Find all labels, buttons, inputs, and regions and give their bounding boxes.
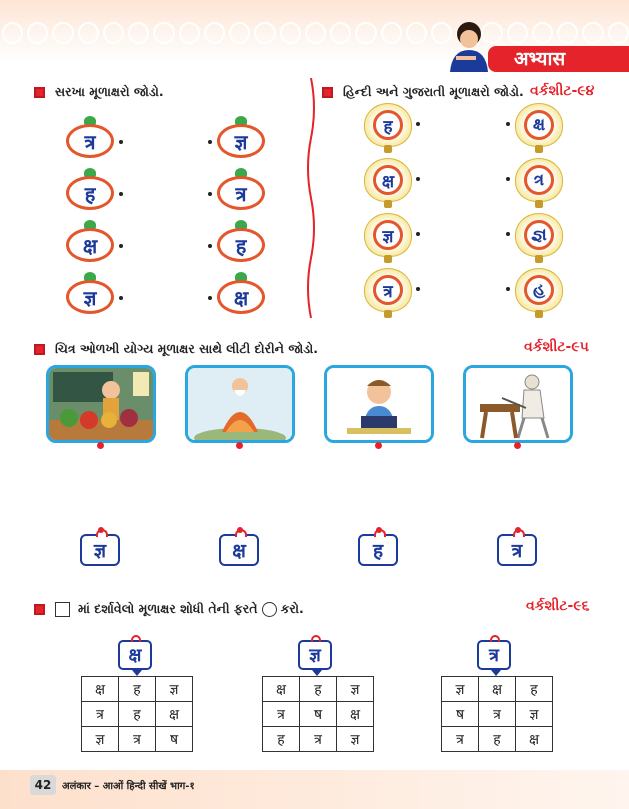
letter-tomato: ह xyxy=(217,222,265,262)
match-dot[interactable] xyxy=(514,442,521,449)
match-dot[interactable] xyxy=(119,140,123,144)
worksheet-label: વર્કશીટ-૯૬ xyxy=(526,598,590,614)
letter-tomato: ज्ञ xyxy=(217,118,265,158)
match-dot[interactable] xyxy=(416,232,420,236)
grid-target-letter: ज्ञ xyxy=(298,640,332,670)
match-dot[interactable] xyxy=(98,527,104,533)
grid-cell[interactable]: क्ष xyxy=(82,677,119,702)
grid-cell[interactable]: ह xyxy=(263,727,300,752)
grid-cell[interactable]: ज्ञ xyxy=(82,727,119,752)
match-dot[interactable] xyxy=(208,244,212,248)
letter-tomato: त्र xyxy=(217,170,265,210)
grid-cell[interactable]: ज्ञ xyxy=(337,677,374,702)
worksheet-label: વર્કશીટ-૯૫ xyxy=(524,339,589,355)
footer-title: अलंकार – आओं हिन्दी सीखें भाग-१ xyxy=(62,781,195,792)
balloon: જ્ઞ xyxy=(515,213,563,263)
match-dot[interactable] xyxy=(506,177,510,181)
section4-instruction xyxy=(34,601,304,617)
section3-instruction xyxy=(34,341,318,357)
page-number: 42 xyxy=(30,775,56,795)
match-dot[interactable] xyxy=(506,287,510,291)
match-dot[interactable] xyxy=(506,122,510,126)
picture-boy-reading xyxy=(324,365,434,443)
grid-cell[interactable]: ह xyxy=(119,677,156,702)
grid-cell[interactable]: त्र xyxy=(119,727,156,752)
match-dot[interactable] xyxy=(416,122,420,126)
balloon: ज्ञ xyxy=(364,213,412,263)
grid-cell[interactable]: त्र xyxy=(442,727,479,752)
grid-cell[interactable]: ज्ञ xyxy=(156,677,193,702)
letter-tomato: त्र xyxy=(66,118,114,158)
match-dot[interactable] xyxy=(237,527,243,533)
bullet-icon xyxy=(34,604,45,615)
balloon: क्ष xyxy=(364,158,412,208)
section3-instruction-text: ચિત્ર ઓળખી યોગ્ય મૂળાક્ષર સાથે લીટી દોરીને જોડો. xyxy=(55,341,319,356)
letter-grid xyxy=(441,676,553,752)
grid-cell[interactable]: त्र xyxy=(300,727,337,752)
section4-instruction-text: માં દર્શાવેલો મૂળાક્ષર શોધી તેની ફરતે xyxy=(78,601,258,616)
grid-cell[interactable]: ह xyxy=(300,677,337,702)
worksheet-label: વર્કશીટ-૯૪ xyxy=(530,83,595,99)
grid-cell[interactable]: त्र xyxy=(479,702,516,727)
abhyas-banner: अभ्यास xyxy=(488,46,629,72)
match-dot[interactable] xyxy=(376,527,382,533)
match-dot[interactable] xyxy=(515,527,521,533)
letter-card: त्र xyxy=(497,534,537,566)
letter-card: ज्ञ xyxy=(80,534,120,566)
letter-tomato: क्ष xyxy=(66,222,114,262)
letter-grid xyxy=(81,676,193,752)
match-dot[interactable] xyxy=(506,232,510,236)
match-dot[interactable] xyxy=(208,140,212,144)
section4-instruction-tail: કરો. xyxy=(280,601,304,616)
grid-cell[interactable]: क्ष xyxy=(263,677,300,702)
grid-cell[interactable]: ष xyxy=(156,727,193,752)
grid-cell[interactable]: ष xyxy=(300,702,337,727)
grid-cell[interactable]: ह xyxy=(479,727,516,752)
match-dot[interactable] xyxy=(416,287,420,291)
match-dot[interactable] xyxy=(208,192,212,196)
grid-cell[interactable]: ष xyxy=(442,702,479,727)
picture-teacher-classroom xyxy=(46,365,156,443)
bullet-icon xyxy=(34,344,45,355)
letter-card: ह xyxy=(358,534,398,566)
letter-tomato: ह xyxy=(66,170,114,210)
grid-cell[interactable]: क्ष xyxy=(479,677,516,702)
match-dot[interactable] xyxy=(119,192,123,196)
grid-cell[interactable]: क्ष xyxy=(516,727,553,752)
grid-cell[interactable]: ह xyxy=(516,677,553,702)
bullet-icon xyxy=(322,87,333,98)
grid-cell[interactable]: ह xyxy=(119,702,156,727)
balloon: ત્ર xyxy=(515,158,563,208)
grid-cell[interactable]: ज्ञ xyxy=(442,677,479,702)
section1-instruction xyxy=(34,84,164,100)
balloon: ह xyxy=(364,103,412,153)
letter-tomato: क्ष xyxy=(217,274,265,314)
section1-instruction-text: સરખા મૂળાક્ષરો જોડો. xyxy=(55,84,164,99)
picture-sage xyxy=(185,365,295,443)
grid-cell[interactable]: क्ष xyxy=(156,702,193,727)
grid-cell[interactable]: क्ष xyxy=(337,702,374,727)
grid-target-letter: त्र xyxy=(477,640,511,670)
letter-grid xyxy=(262,676,374,752)
letter-card: क्ष xyxy=(219,534,259,566)
grid-target-letter: क्ष xyxy=(118,640,152,670)
section-divider xyxy=(304,78,318,318)
picture-man-sawing xyxy=(463,365,573,443)
match-dot[interactable] xyxy=(416,177,420,181)
match-dot[interactable] xyxy=(119,296,123,300)
grid-cell[interactable]: ज्ञ xyxy=(337,727,374,752)
balloon: હ xyxy=(515,268,563,318)
square-icon xyxy=(55,602,70,617)
match-dot[interactable] xyxy=(375,442,382,449)
match-dot[interactable] xyxy=(208,296,212,300)
grid-cell[interactable]: त्र xyxy=(82,702,119,727)
section2-instruction xyxy=(322,84,524,100)
grid-cell[interactable]: त्र xyxy=(263,702,300,727)
balloon: ક્ષ xyxy=(515,103,563,153)
match-dot[interactable] xyxy=(119,244,123,248)
decorative-circles xyxy=(0,22,629,48)
circle-icon xyxy=(262,602,277,617)
grid-cell[interactable]: ज्ञ xyxy=(516,702,553,727)
match-dot[interactable] xyxy=(236,442,243,449)
bullet-icon xyxy=(34,87,45,98)
letter-tomato: ज्ञ xyxy=(66,274,114,314)
match-dot[interactable] xyxy=(97,442,104,449)
section2-instruction-text: હિન્દી અને ગુજરાતી મૂળાક્ષરો જોડો. xyxy=(343,84,524,99)
balloon: त्र xyxy=(364,268,412,318)
